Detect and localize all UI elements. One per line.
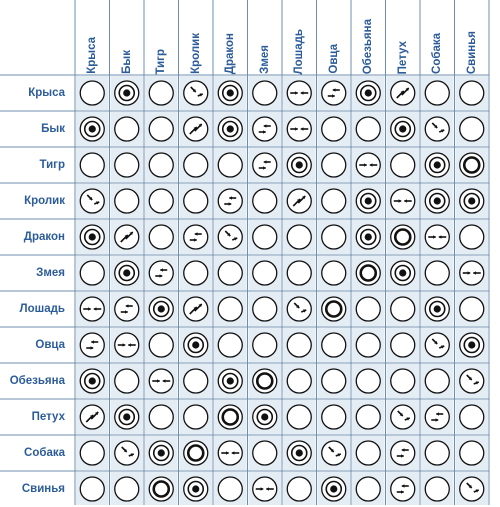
plain-circle-icon [145,220,178,254]
double-ring-circle-icon [318,292,351,326]
swap-arrows-circle-icon [387,436,420,470]
plain-circle-icon [352,436,385,470]
row-label: Крыса [28,87,65,99]
row-label: Овца [35,339,65,351]
plain-circle-icon [421,472,454,505]
row-label: Змея [36,267,65,279]
plain-circle-icon [111,112,144,146]
target-circle-icon [111,256,144,290]
target-circle-icon [352,76,385,110]
plain-circle-icon [318,148,351,182]
plain-circle-icon [456,112,489,146]
diagonal-arrows-circle-icon [456,472,489,505]
plain-circle-icon [456,76,489,110]
swap-arrows-circle-icon [145,256,178,290]
plain-circle-icon [76,256,109,290]
plain-circle-icon [180,400,213,434]
plain-circle-icon [283,400,316,434]
column-header-label: Петух [396,40,409,74]
plain-circle-icon [180,256,213,290]
plain-circle-icon [145,76,178,110]
plain-circle-icon [456,436,489,470]
plain-circle-icon [283,220,316,254]
plain-circle-icon [249,256,282,290]
diagonal-arrows-circle-icon [180,76,213,110]
column-header [248,0,283,74]
plain-circle-icon [283,256,316,290]
diagonal-arrows-circle-icon [387,400,420,434]
target-circle-icon [76,220,109,254]
crossing-arrows-circle-icon [76,400,109,434]
opposed-arrows-circle-icon [352,148,385,182]
column-header [75,0,110,74]
plain-circle-icon [456,220,489,254]
swap-arrows-circle-icon [249,112,282,146]
plain-circle-icon [456,400,489,434]
double-ring-circle-icon [214,400,247,434]
target-circle-icon [76,112,109,146]
double-ring-circle-icon [249,364,282,398]
column-header-label: Дракон [224,32,237,74]
plain-circle-icon [421,256,454,290]
plain-circle-icon [318,400,351,434]
column-header [179,0,214,74]
plain-circle-icon [214,256,247,290]
row-label: Лошадь [19,303,65,315]
column-header [282,0,317,74]
opposed-arrows-circle-icon [145,364,178,398]
column-header [420,0,455,74]
opposed-arrows-circle-icon [214,436,247,470]
plain-circle-icon [352,472,385,505]
plain-circle-icon [318,220,351,254]
column-header-label: Овца [327,44,340,74]
plain-circle-icon [214,148,247,182]
plain-circle-icon [352,400,385,434]
target-circle-icon [145,292,178,326]
target-circle-icon [421,292,454,326]
target-circle-icon [318,472,351,505]
column-header-label: Собака [431,33,444,74]
column-header-label: Свинья [465,30,478,74]
plain-circle-icon [283,472,316,505]
column-header-label: Змея [258,45,271,74]
row-label: Собака [24,447,65,459]
column-header [110,0,145,74]
target-circle-icon [283,148,316,182]
target-circle-icon [180,472,213,505]
column-header [213,0,248,74]
plain-circle-icon [145,400,178,434]
opposed-arrows-circle-icon [76,292,109,326]
opposed-arrows-circle-icon [283,76,316,110]
column-header-label: Тигр [155,48,168,74]
plain-circle-icon [111,472,144,505]
target-circle-icon [387,112,420,146]
plain-circle-icon [249,220,282,254]
swap-arrows-circle-icon [421,400,454,434]
plain-circle-icon [387,364,420,398]
swap-arrows-circle-icon [111,292,144,326]
plain-circle-icon [214,292,247,326]
plain-circle-icon [145,112,178,146]
opposed-arrows-circle-icon [249,472,282,505]
column-header-label: Бык [120,50,133,74]
plain-circle-icon [214,328,247,362]
diagonal-arrows-circle-icon [283,292,316,326]
plain-circle-icon [283,328,316,362]
plain-circle-icon [421,436,454,470]
target-circle-icon [352,184,385,218]
diagonal-arrows-circle-icon [318,436,351,470]
plain-circle-icon [76,472,109,505]
swap-arrows-circle-icon [318,76,351,110]
plain-circle-icon [352,112,385,146]
plain-circle-icon [352,328,385,362]
target-circle-icon [214,364,247,398]
column-header-label: Обезьяна [362,18,375,74]
plain-circle-icon [387,148,420,182]
opposed-arrows-circle-icon [456,256,489,290]
target-circle-icon [456,184,489,218]
column-header [144,0,179,74]
plain-circle-icon [318,112,351,146]
target-circle-icon [249,400,282,434]
plain-circle-icon [111,364,144,398]
target-circle-icon [352,220,385,254]
target-circle-icon [214,112,247,146]
plain-circle-icon [421,364,454,398]
plain-circle-icon [145,184,178,218]
row-label: Свинья [21,483,65,495]
diagonal-arrows-circle-icon [421,328,454,362]
plain-circle-icon [249,328,282,362]
swap-arrows-circle-icon [249,148,282,182]
plain-circle-icon [318,256,351,290]
plain-circle-icon [180,148,213,182]
target-circle-icon [421,184,454,218]
double-ring-circle-icon [145,472,178,505]
crossing-arrows-circle-icon [180,112,213,146]
swap-arrows-circle-icon [214,184,247,218]
diagonal-arrows-circle-icon [76,184,109,218]
plain-circle-icon [352,292,385,326]
row-label: Дракон [23,231,65,243]
plain-circle-icon [249,292,282,326]
crossing-arrows-circle-icon [111,220,144,254]
plain-circle-icon [456,292,489,326]
double-ring-circle-icon [180,436,213,470]
plain-circle-icon [249,76,282,110]
crossing-arrows-circle-icon [387,76,420,110]
row-label: Тигр [39,159,65,171]
target-circle-icon [421,148,454,182]
opposed-arrows-circle-icon [111,328,144,362]
row-label: Петух [31,411,65,423]
target-circle-icon [145,436,178,470]
opposed-arrows-circle-icon [387,184,420,218]
plain-circle-icon [145,328,178,362]
column-header [351,0,386,74]
plain-circle-icon [145,148,178,182]
double-ring-circle-icon [456,148,489,182]
diagonal-arrows-circle-icon [214,220,247,254]
diagonal-arrows-circle-icon [421,112,454,146]
plain-circle-icon [318,328,351,362]
plain-circle-icon [318,364,351,398]
diagonal-arrows-circle-icon [456,364,489,398]
opposed-arrows-circle-icon [283,112,316,146]
plain-circle-icon [249,184,282,218]
diagonal-arrows-circle-icon [111,436,144,470]
plain-circle-icon [318,184,351,218]
target-circle-icon [76,364,109,398]
row-label: Бык [41,123,65,135]
plain-circle-icon [421,76,454,110]
plain-circle-icon [111,148,144,182]
column-header-label: Лошадь [293,28,306,74]
row-label: Кролик [24,195,65,207]
target-circle-icon [387,256,420,290]
row-label: Обезьяна [9,375,65,387]
target-circle-icon [283,436,316,470]
swap-arrows-circle-icon [76,328,109,362]
column-header [317,0,352,74]
plain-circle-icon [76,436,109,470]
target-circle-icon [180,328,213,362]
target-circle-icon [111,76,144,110]
plain-circle-icon [76,76,109,110]
swap-arrows-circle-icon [387,472,420,505]
plain-circle-icon [214,472,247,505]
plain-circle-icon [76,148,109,182]
plain-circle-icon [249,436,282,470]
double-ring-circle-icon [387,220,420,254]
column-header [386,0,421,74]
plain-circle-icon [387,328,420,362]
target-circle-icon [214,76,247,110]
opposed-arrows-circle-icon [421,220,454,254]
plain-circle-icon [180,364,213,398]
plain-circle-icon [283,364,316,398]
plain-circle-icon [180,184,213,218]
plain-circle-icon [111,184,144,218]
column-header-label: Кролик [189,33,202,74]
column-header-label: Крыса [86,37,99,74]
target-circle-icon [456,328,489,362]
column-header [455,0,490,74]
crossing-arrows-circle-icon [180,292,213,326]
plain-circle-icon [352,364,385,398]
crossing-arrows-circle-icon [283,184,316,218]
plain-circle-icon [387,292,420,326]
swap-arrows-circle-icon [180,220,213,254]
double-ring-circle-icon [352,256,385,290]
target-circle-icon [111,400,144,434]
